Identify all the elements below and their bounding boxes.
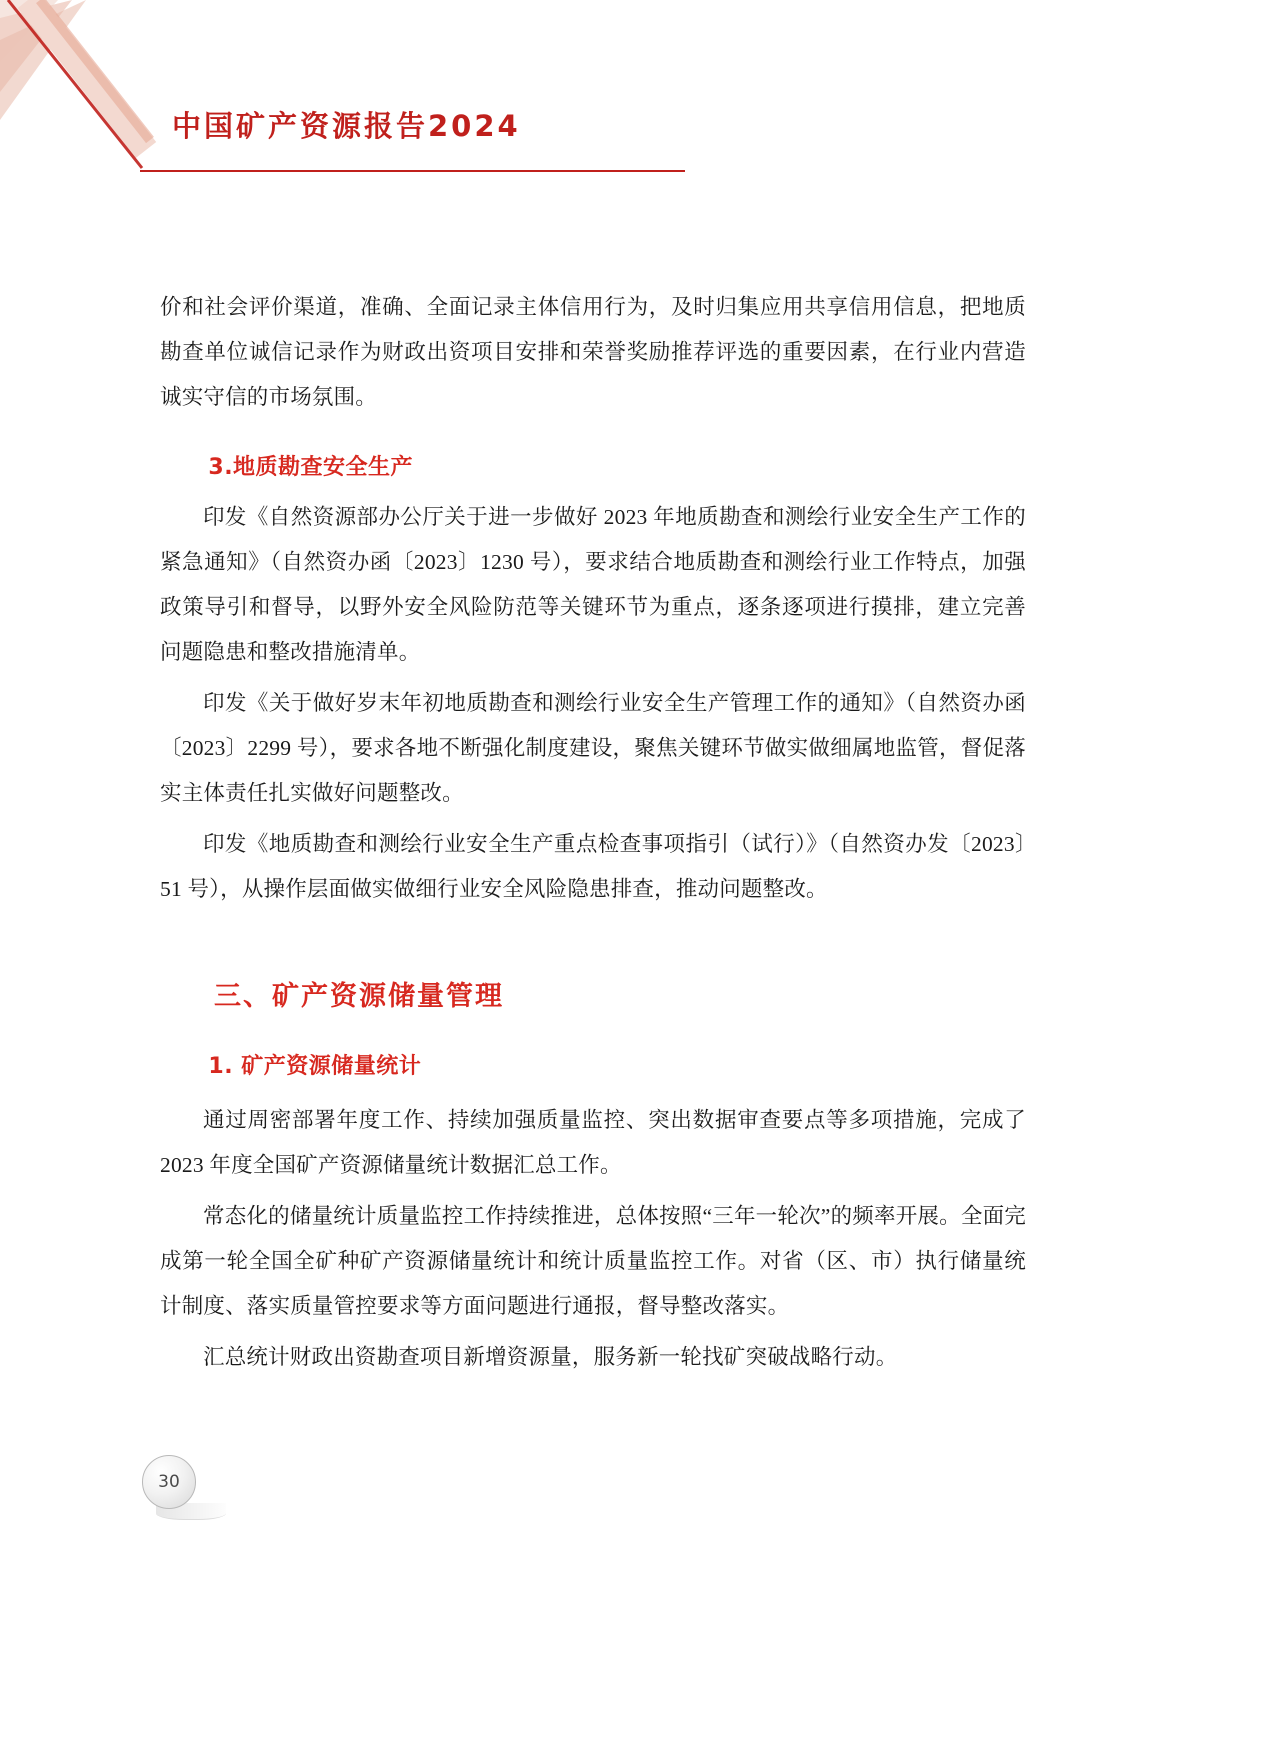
page-number: 30 xyxy=(142,1455,196,1509)
paragraph-4-2: 常态化的储量统计质量监控工作持续推进，总体按照“三年一轮次”的频率开展。全面完成第一轮全国全矿种矿产资源储量统计和统计质量监控工作。对省（区、市）执行储量统计制度、落实质量管控要求等方面问题进行通报，督导整改落实。 xyxy=(160,1204,1026,1318)
sub-heading-geological-safety: 3.地质勘查安全生产 xyxy=(208,455,414,480)
paragraph-3-3: 印发《地质勘查和测绘行业安全生产重点检查事项指引（试行）》（自然资办发〔2023〕51 号），从操作层面做实做细行业安全风险隐患排查，推动问题整改。 xyxy=(160,832,1026,901)
page-header xyxy=(140,90,1140,180)
paragraph-4-3: 汇总统计财政出资勘查项目新增资源量，服务新一轮找矿突破战略行动。 xyxy=(203,1345,898,1369)
page-title: 中国矿产资源报告2024 xyxy=(172,109,521,143)
section-heading-reserve-management: 三、矿产资源储量管理 xyxy=(214,981,504,1012)
paragraph-4-1: 通过周密部署年度工作、持续加强质量监控、突出数据审查要点等多项措施，完成了 2023 年度全国矿产资源储量统计数据汇总工作。 xyxy=(160,1108,1026,1177)
paragraph-3-1: 印发《自然资源部办公厅关于进一步做好 2023 年地质勘查和测绘行业安全生产工作的紧急通知》（自然资办函〔2023〕1230 号），要求结合地质勘查和测绘行业工作特点，加强政策导引和督导，以野外安全风险防范等关键环节为重点，逐条逐项进行摸排，建立完善问题隐患和整改措施清单。 xyxy=(160,505,1026,664)
paragraph-continued: 价和社会评价渠道，准确、全面记录主体信用行为，及时归集应用共享信用信息，把地质勘查单位诚信记录作为财政出资项目安排和荣誉奖励推荐评选的重要因素，在行业内营造诚实守信的市场氛围。 xyxy=(160,295,1026,409)
paragraph-3-2: 印发《关于做好岁末年初地质勘查和测绘行业安全生产管理工作的通知》（自然资办函〔2023〕2299 号），要求各地不断强化制度建设，聚焦关键环节做实做细属地监管，督促落实主体责任扎实做好问题整改。 xyxy=(160,691,1026,805)
numbered-heading-reserve-statistics: 1. 矿产资源储量统计 xyxy=(208,1054,422,1079)
page-footer xyxy=(142,1455,232,1545)
document-body xyxy=(160,285,1026,1386)
header-divider xyxy=(140,170,685,172)
